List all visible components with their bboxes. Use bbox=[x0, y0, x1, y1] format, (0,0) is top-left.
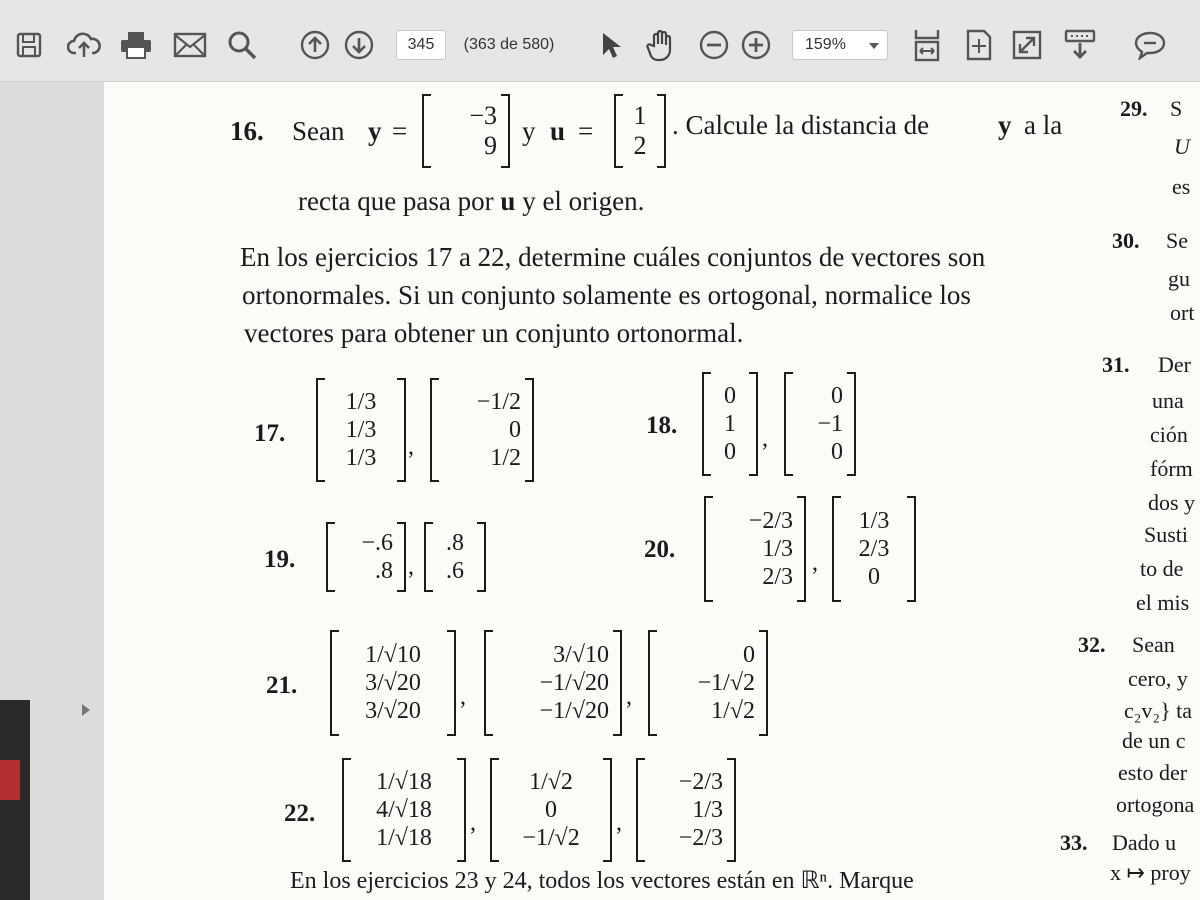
matrix-cell: 1/√10 bbox=[365, 641, 421, 668]
select-cursor-icon[interactable] bbox=[596, 27, 626, 63]
comma: , bbox=[812, 550, 818, 576]
right-column-text: x ↦ proy bbox=[1110, 860, 1191, 885]
matrix-cell: 0 bbox=[831, 382, 843, 409]
exercise-19-vector-2 bbox=[424, 522, 486, 592]
matrix-cell: 1/3 bbox=[345, 416, 377, 443]
page-number-value: 345 bbox=[407, 36, 435, 53]
exercise-20-number: 20. bbox=[644, 536, 676, 563]
matrix-cell: −1/√20 bbox=[539, 669, 609, 696]
next-page-icon[interactable] bbox=[342, 27, 376, 63]
exercise-22-vector-2 bbox=[490, 758, 612, 862]
exercise-33-number: 33. bbox=[1060, 830, 1088, 855]
exercise-21-number: 21. bbox=[266, 672, 298, 699]
background-desk bbox=[0, 700, 30, 900]
comma: , bbox=[626, 684, 632, 710]
comma: , bbox=[408, 554, 414, 580]
matrix-cell: 1/√2 bbox=[711, 698, 755, 725]
matrix-cell: 1/3 bbox=[762, 535, 793, 562]
matrix-cell: −2/3 bbox=[748, 507, 793, 534]
matrix-cell: 4/√18 bbox=[376, 796, 432, 823]
exercise-16-var-y: y bbox=[368, 116, 382, 146]
exercise-18-number: 18. bbox=[646, 412, 678, 439]
page-info-text: (363 de 580) bbox=[463, 36, 555, 53]
exercise-19-vector-1 bbox=[326, 522, 406, 592]
comma: , bbox=[762, 426, 768, 452]
exercise-16-equals: = bbox=[392, 116, 408, 146]
comma: , bbox=[470, 810, 476, 836]
intro-line-1: En los ejercicios 17 a 22, determine cuáles conjuntos de vectores son bbox=[240, 242, 986, 272]
comma: , bbox=[460, 684, 466, 710]
exercise-16-vector-u bbox=[614, 94, 666, 168]
matrix-cell: 0 bbox=[509, 416, 521, 443]
exercise-22-vector-1 bbox=[342, 758, 466, 862]
zoom-in-icon[interactable] bbox=[740, 27, 772, 63]
exercise-30-number: 30. bbox=[1112, 228, 1140, 253]
right-column-text: Susti bbox=[1144, 522, 1189, 547]
matrix-cell: 1 bbox=[633, 100, 647, 130]
bottom-line: En los ejercicios 23 y 24, todos los vectores están en ℝⁿ. Marque bbox=[290, 868, 914, 894]
fit-width-icon[interactable] bbox=[910, 27, 944, 63]
matrix-cell: −1/√20 bbox=[539, 698, 609, 725]
right-column-text: ort bbox=[1170, 300, 1195, 325]
exercise-16-line2 bbox=[298, 186, 644, 217]
matrix-cell: −.6 bbox=[361, 529, 393, 556]
exercise-20-vector-2 bbox=[832, 496, 916, 602]
exercise-19-number: 19. bbox=[264, 546, 296, 573]
upload-icon[interactable] bbox=[64, 27, 104, 63]
right-column-text: fórm bbox=[1150, 456, 1193, 481]
matrix-cell: −3 bbox=[469, 100, 497, 130]
read-mode-icon[interactable] bbox=[1062, 27, 1098, 63]
exercise-22-number: 22. bbox=[284, 800, 316, 827]
exercise-31-number: 31. bbox=[1102, 352, 1130, 377]
exercise-21-vector-2 bbox=[484, 630, 622, 736]
exercise-21-vector-3 bbox=[648, 630, 768, 736]
matrix-cell: 1/3 bbox=[692, 796, 723, 823]
matrix-cell: −1/√2 bbox=[697, 669, 755, 696]
email-icon[interactable] bbox=[170, 27, 210, 63]
exercise-20-vector-1 bbox=[704, 496, 806, 602]
matrix-cell: 0 bbox=[743, 641, 755, 668]
hand-tool-icon[interactable] bbox=[642, 27, 682, 63]
matrix-cell: 0 bbox=[545, 796, 557, 823]
exercise-17-vector-1 bbox=[316, 378, 406, 482]
fit-page-icon[interactable] bbox=[962, 27, 996, 63]
sidebar-toggle-icon[interactable] bbox=[82, 704, 90, 716]
matrix-cell: −1/2 bbox=[476, 388, 521, 415]
matrix-cell: −1 bbox=[817, 410, 843, 437]
right-column-text: de un c bbox=[1122, 728, 1186, 753]
matrix-cell: 9 bbox=[484, 131, 497, 160]
matrix-cell: 2/3 bbox=[762, 564, 793, 591]
matrix-cell: 0 bbox=[868, 564, 880, 591]
exercise-16-vector-y bbox=[422, 94, 510, 168]
exercise-32-number: 32. bbox=[1078, 632, 1106, 657]
matrix-cell: 1 bbox=[724, 410, 736, 437]
chevron-down-icon bbox=[869, 43, 879, 49]
right-column-text: c₂v₂} ta bbox=[1124, 698, 1193, 723]
comment-icon[interactable] bbox=[1130, 27, 1170, 63]
matrix-cell: 1/3 bbox=[345, 388, 377, 415]
matrix-cell: 1/3 bbox=[345, 445, 377, 472]
matrix-cell: 1/√18 bbox=[376, 825, 432, 852]
exercise-16-var-u: u bbox=[550, 116, 566, 146]
matrix-cell: 3/√20 bbox=[365, 698, 421, 725]
right-column-text: cero, y bbox=[1128, 666, 1188, 691]
right-column-text: el mis bbox=[1136, 590, 1190, 615]
comma: , bbox=[616, 810, 622, 836]
exercise-16-equals-2: = bbox=[578, 116, 594, 146]
pdf-page bbox=[104, 82, 1200, 900]
matrix-cell: .8 bbox=[446, 529, 464, 556]
exercise-18-vector-2 bbox=[784, 372, 856, 476]
matrix-cell: 3/√20 bbox=[365, 669, 421, 696]
matrix-cell: −1/√2 bbox=[522, 825, 580, 852]
exercise-16-var-y-2: y bbox=[998, 110, 1012, 140]
search-icon[interactable] bbox=[222, 27, 262, 63]
print-icon[interactable] bbox=[118, 27, 154, 63]
matrix-cell: 1/√2 bbox=[529, 768, 573, 795]
matrix-cell: .8 bbox=[375, 558, 393, 584]
right-column-text: Sean bbox=[1132, 632, 1175, 657]
matrix-cell: 0 bbox=[724, 439, 736, 466]
page-number-input[interactable] bbox=[396, 30, 446, 60]
right-column-text: U bbox=[1174, 134, 1190, 159]
matrix-cell: 2 bbox=[633, 131, 647, 160]
right-column-text: es bbox=[1172, 174, 1191, 199]
matrix-cell: 1/√18 bbox=[376, 768, 432, 795]
right-column-text: ortogona bbox=[1116, 792, 1195, 817]
exercise-16-line2-a: recta que pasa por bbox=[298, 186, 494, 216]
right-column-text: Dado u bbox=[1112, 830, 1177, 855]
exercise-16-text-sean: Sean bbox=[292, 116, 345, 146]
right-column-text: dos y bbox=[1148, 490, 1196, 515]
exercise-21-vector-1 bbox=[330, 630, 456, 736]
matrix-cell: .6 bbox=[446, 558, 464, 584]
page-info bbox=[454, 27, 564, 63]
exercise-16-line2-b: y el origen. bbox=[522, 186, 645, 216]
matrix-cell: 0 bbox=[724, 382, 736, 409]
right-column-text: gu bbox=[1168, 266, 1190, 291]
fullscreen-icon[interactable] bbox=[1010, 27, 1044, 63]
right-column-text: to de bbox=[1140, 556, 1184, 581]
right-column-text: ción bbox=[1150, 422, 1188, 447]
right-column-text: S bbox=[1170, 96, 1183, 121]
zoom-out-icon[interactable] bbox=[698, 27, 730, 63]
save-icon[interactable] bbox=[14, 27, 44, 63]
intro-line-3: vectores para obtener un conjunto ortonormal. bbox=[244, 318, 744, 348]
matrix-cell: 0 bbox=[831, 439, 843, 466]
matrix-cell: 1/3 bbox=[858, 507, 890, 534]
exercise-18-vector-1 bbox=[702, 372, 758, 476]
exercise-16-and: y bbox=[522, 116, 536, 146]
prev-page-icon[interactable] bbox=[298, 27, 332, 63]
zoom-value: 159% bbox=[805, 36, 846, 53]
right-column-text: Se bbox=[1166, 228, 1188, 253]
pdf-toolbar bbox=[0, 0, 1200, 82]
exercise-29-number: 29. bbox=[1120, 96, 1148, 121]
matrix-cell: 3/√10 bbox=[553, 641, 609, 668]
comma: , bbox=[408, 434, 414, 460]
exercise-16-text-a-la: a la bbox=[1024, 110, 1063, 140]
exercise-16-text-after: . Calcule la distancia de bbox=[672, 110, 930, 140]
intro-line-2: ortonormales. Si un conjunto solamente es ortogonal, normalice los bbox=[242, 280, 971, 310]
matrix-cell: 1/2 bbox=[490, 445, 521, 472]
exercise-22-vector-3 bbox=[636, 758, 736, 862]
matrix-cell: −2/3 bbox=[678, 825, 723, 852]
exercise-16-var-u-2: u bbox=[500, 186, 516, 216]
exercise-17-number: 17. bbox=[254, 420, 286, 447]
right-column-text: Der bbox=[1158, 352, 1191, 377]
exercise-17-vector-2 bbox=[430, 378, 534, 482]
right-column-text: esto der bbox=[1118, 760, 1188, 785]
right-column-text: una bbox=[1152, 388, 1184, 413]
matrix-cell: 2/3 bbox=[858, 535, 890, 562]
zoom-select[interactable] bbox=[792, 30, 888, 60]
matrix-cell: −2/3 bbox=[678, 768, 723, 795]
exercise-16-number: 16. bbox=[230, 116, 264, 146]
